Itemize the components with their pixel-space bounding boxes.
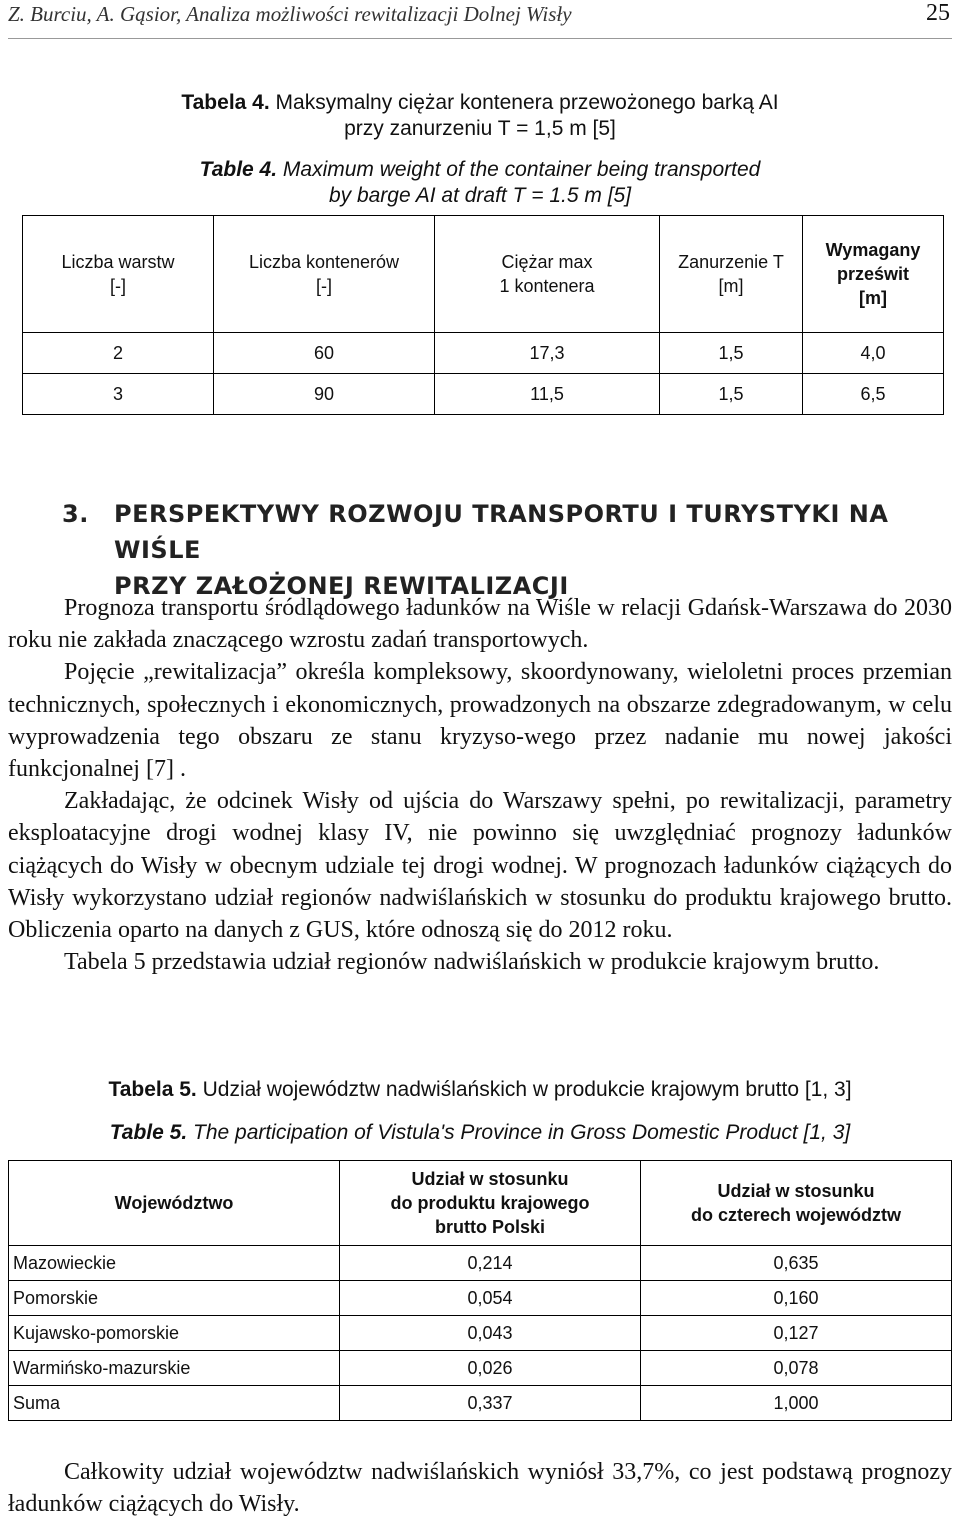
table4-cell: 2: [23, 333, 214, 374]
table4-caption-pl-line2: przy zanurzeniu T = 1,5 m [5]: [344, 117, 616, 140]
table4-caption-pl: [0, 90, 960, 142]
table4-header-cell: Ciężar max 1 kontenera: [435, 216, 660, 333]
table4-cell: 1,5: [660, 333, 803, 374]
table4-header-row: [23, 216, 944, 333]
running-title: Z. Burciu, A. Gąsior, Analiza możliwości rewitalizacji Dolnej Wisły: [8, 2, 572, 26]
table4-caption-en: [0, 157, 960, 209]
page-number: 25: [926, 0, 950, 26]
table5: [8, 1160, 952, 1421]
table5-row: [9, 1281, 952, 1316]
table5-caption-pl-label: Tabela 5.: [108, 1078, 197, 1101]
table5-header-cell: Województwo: [9, 1161, 340, 1246]
table4-header-cell: Zanurzenie T [m]: [660, 216, 803, 333]
table5-cell: 0,160: [641, 1281, 952, 1316]
table4-caption-en-line2: by barge AI at draft T = 1.5 m [5]: [328, 184, 632, 207]
table4-cell: 90: [214, 374, 435, 415]
table5-caption-pl: [0, 1077, 960, 1103]
table5-cell: Kujawsko-pomorskie: [9, 1316, 340, 1351]
table4-cell: 17,3: [435, 333, 660, 374]
paragraph: Całkowity udział województw nadwiślańskich wyniósł 33,7%, co jest podstawą prognozy ładunków ciążących do Wisły.: [8, 1459, 952, 1518]
paragraph: Prognoza transportu śródlądowego ładunków na Wiśle w relacji Gdańsk-Warszawa do 2030 roku nie zakłada znaczącego wzrostu zadań transportowych.: [8, 595, 952, 654]
table5-cell: 0,337: [340, 1386, 641, 1421]
table4-header-cell: Wymagany prześwit [m]: [803, 216, 944, 333]
section-title-line2: PRZY ZAŁOŻONEJ REWITALIZACJI: [114, 572, 569, 600]
table4-cell: 4,0: [803, 333, 944, 374]
table5-row: [9, 1386, 952, 1421]
table4-caption-en-line1: Maximum weight of the container being transported: [282, 158, 761, 181]
table5-caption-pl-text: Udział województw nadwiślańskich w produkcie krajowym brutto [1, 3]: [202, 1078, 852, 1101]
table4-caption-pl-label: Tabela 4.: [181, 91, 270, 114]
table4-cell: 3: [23, 374, 214, 415]
table5-caption-en-label: Table 5.: [109, 1121, 188, 1144]
table5-cell: 1,000: [641, 1386, 952, 1421]
table4: [22, 215, 944, 415]
body-text: [8, 592, 952, 978]
table5-row: [9, 1316, 952, 1351]
table5-cell: Mazowieckie: [9, 1246, 340, 1281]
table5-header-row: [9, 1161, 952, 1246]
table4-header-cell: Liczba kontenerów [-]: [214, 216, 435, 333]
table5-caption-en: [0, 1120, 960, 1146]
table5-row: [9, 1246, 952, 1281]
table5-cell: 0,635: [641, 1246, 952, 1281]
paragraph: Zakładając, że odcinek Wisły od ujścia do Warszawy spełni, po rewitalizacji, parametry eksploatacyjne drogi wodnej klasy IV, nie powinno się uwzględniać prognozy ładunków ciążących do Wisły w obecnym udziale tej drogi wodnej. W prognozach ładunków ciążących do Wisły wykorzystano udział regionów nadwiślańskich w stosunku do produktu krajowego brutto. Obliczenia oparto na danych z GUS, które odnoszą się do 2012 roku.: [8, 788, 952, 944]
table5-cell: Warmińsko-mazurskie: [9, 1351, 340, 1386]
table5-cell: 0,214: [340, 1246, 641, 1281]
table4-cell: 1,5: [660, 374, 803, 415]
paragraph: Tabela 5 przedstawia udział regionów nadwiślańskich w produkcie krajowym brutto.: [64, 949, 880, 976]
table5-row: [9, 1351, 952, 1386]
closing-text: [8, 1456, 952, 1520]
running-header: [8, 0, 952, 39]
table4-cell: 6,5: [803, 374, 944, 415]
section-heading: [62, 496, 960, 604]
section-title-line1: PERSPEKTYWY ROZWOJU TRANSPORTU I TURYSTYKI NA WIŚLE: [114, 500, 889, 564]
table4-cell: 11,5: [435, 374, 660, 415]
table5-cell: 0,026: [340, 1351, 641, 1386]
paragraph: Pojęcie „rewitalizacja” określa kompleksowy, skoordynowany, wieloletni proces przemian technicznych, społecznych i ekonomicznych, prowadzonych na obszarze zdegradowanym, w celu wyprowadzenia tego obszaru ze stanu kryzyso-wego przez nadanie mu nowej jakości funkcjonalnej [7] .: [8, 659, 952, 783]
table5-cell: 0,078: [641, 1351, 952, 1386]
table5-cell: Pomorskie: [9, 1281, 340, 1316]
table4-header-cell: Liczba warstw [-]: [23, 216, 214, 333]
table4-row: [23, 374, 944, 415]
table4-caption-en-label: Table 4.: [199, 158, 278, 181]
table5-cell: 0,054: [340, 1281, 641, 1316]
table5-cell: 0,127: [641, 1316, 952, 1351]
table4-caption-pl-line1: Maksymalny ciężar kontenera przewożonego barką AI: [275, 91, 779, 114]
table5-cell: Suma: [9, 1386, 340, 1421]
table5-cell: 0,043: [340, 1316, 641, 1351]
section-number: 3.: [62, 500, 89, 528]
table4-cell: 60: [214, 333, 435, 374]
table5-header-cell: Udział w stosunku do czterech województw: [641, 1161, 952, 1246]
table5-caption-en-text: The participation of Vistula's Province in Gross Domestic Product [1, 3]: [193, 1121, 851, 1144]
table4-row: [23, 333, 944, 374]
table5-header-cell: Udział w stosunku do produktu krajowego brutto Polski: [340, 1161, 641, 1246]
